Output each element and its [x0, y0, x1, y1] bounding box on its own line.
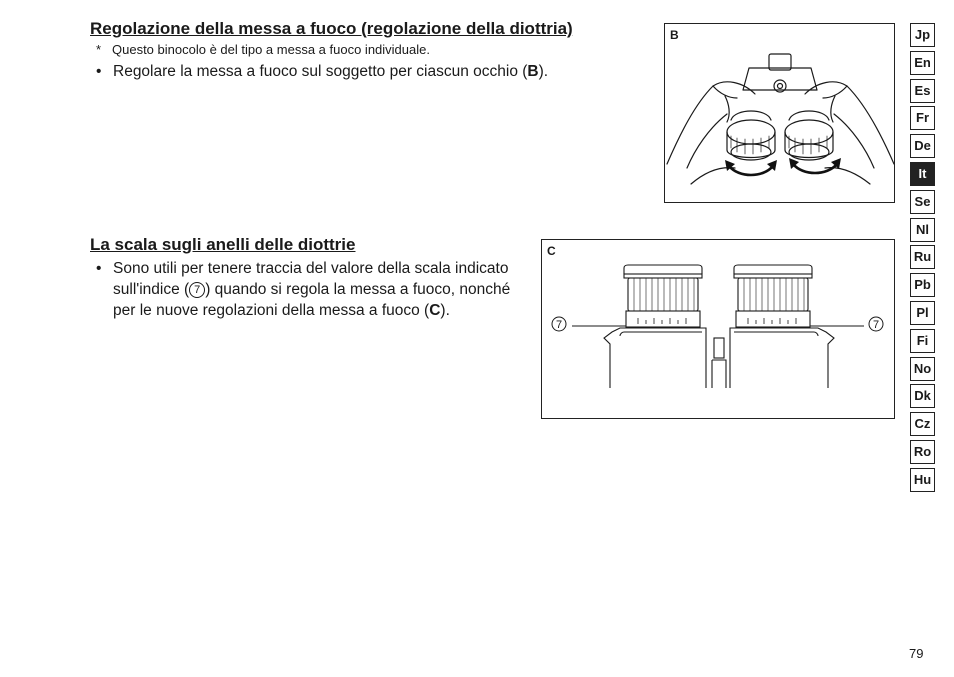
language-tab-ru[interactable]: Ru	[910, 245, 935, 269]
language-tab-de[interactable]: De	[910, 134, 935, 158]
language-tab-no[interactable]: No	[910, 357, 935, 381]
bullet-text-post: ).	[440, 302, 450, 319]
diopter-scale-illustration	[542, 240, 896, 420]
figure-ref-c: C	[429, 302, 441, 319]
bullet-diopter-scale	[96, 258, 521, 321]
bullet-text	[113, 61, 548, 82]
bullet-text	[113, 258, 521, 321]
language-tab-fr[interactable]: Fr	[910, 106, 935, 130]
bullet-marker: •	[96, 63, 102, 80]
language-tab-en[interactable]: En	[910, 51, 935, 75]
figure-b	[664, 23, 895, 203]
note-text: Questo binocolo è del tipo a messa a fuoco individuale.	[112, 42, 430, 57]
binoculars-hands-illustration	[665, 24, 896, 204]
bullet-text-mid: ) quando si regola la messa a fuoco, nonché per le nuove regolazioni della messa a fuoco (	[113, 281, 511, 319]
bullet-text-pre: Regolare la messa a fuoco sul soggetto per ciascun occhio (	[113, 63, 528, 80]
bullet-text-pre: Sono utili per tenere traccia del valore della scala indicato sull'indice (	[113, 260, 509, 298]
callout-7-right: 7	[872, 319, 880, 331]
language-tab-cz[interactable]: Cz	[910, 412, 935, 436]
language-tab-pb[interactable]: Pb	[910, 273, 935, 297]
bullet-focus-each-eye	[96, 61, 548, 82]
note-marker: *	[96, 42, 102, 57]
section-title-diopter-scale: La scala sugli anelli delle diottrie	[90, 235, 356, 254]
language-tab-ro[interactable]: Ro	[910, 440, 935, 464]
language-tabs	[910, 23, 935, 496]
figure-c-label: C	[547, 244, 556, 258]
figure-b-label: B	[670, 28, 679, 42]
language-tab-hu[interactable]: Hu	[910, 468, 935, 492]
callout-7-left: 7	[555, 319, 563, 331]
language-tab-dk[interactable]: Dk	[910, 384, 935, 408]
page-number: 79	[909, 646, 924, 661]
section-title-focus-adjustment: Regolazione della messa a fuoco (regolazione della diottria)	[90, 19, 573, 38]
language-tab-fi[interactable]: Fi	[910, 329, 935, 353]
language-tab-nl[interactable]: Nl	[910, 218, 935, 242]
language-tab-se[interactable]: Se	[910, 190, 935, 214]
index-number-circle: 7	[189, 282, 205, 298]
bullet-text-post: ).	[538, 63, 549, 80]
language-tab-jp[interactable]: Jp	[910, 23, 935, 47]
language-tab-it[interactable]: It	[910, 162, 935, 186]
note-individual-focus	[96, 42, 430, 57]
figure-ref-b: B	[527, 63, 539, 80]
figure-c	[541, 239, 895, 419]
language-tab-es[interactable]: Es	[910, 79, 935, 103]
language-tab-pl[interactable]: Pl	[910, 301, 935, 325]
bullet-marker: •	[96, 260, 102, 277]
